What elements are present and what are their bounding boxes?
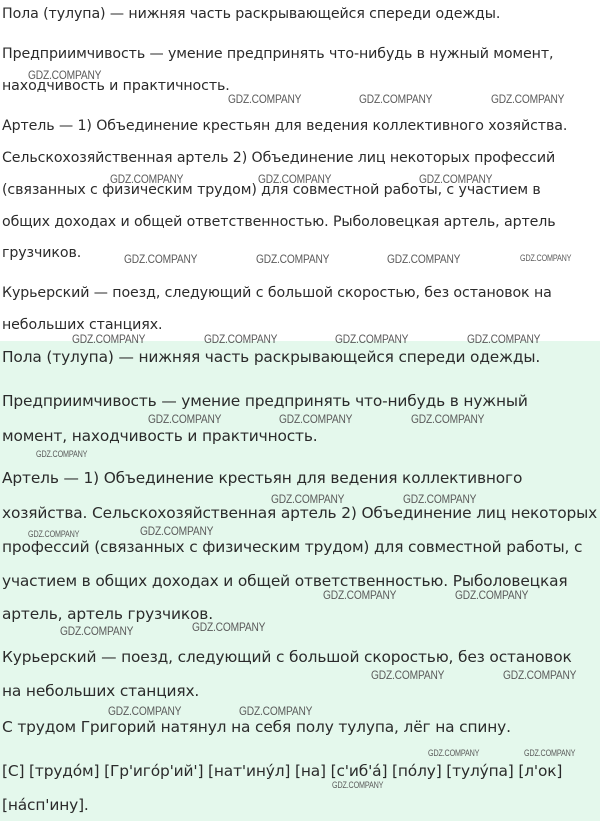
watermark: GDZ.COMPANY	[60, 624, 134, 638]
phonetic-transcription-line: [С] [трудо́м] [Гр'иго́р'ий'] [нат'ину́л] [на] [с'иб'а́] [по́лу] [тулу́па] [л'ок]	[2, 762, 563, 780]
watermark: GDZ.COMPANY	[108, 704, 182, 718]
watermark: GDZ.COMPANY	[36, 449, 88, 459]
text-line: небольших станциях.	[2, 317, 163, 333]
watermark: GDZ.COMPANY	[323, 588, 397, 602]
text-line: грузчиков.	[2, 245, 82, 261]
watermark: GDZ.COMPANY	[403, 492, 477, 506]
text-line: Пола (тулупа) — нижняя часть раскрывающейся спереди одежды.	[2, 6, 501, 22]
watermark: GDZ.COMPANY	[256, 252, 330, 266]
text-line: Артель — 1) Объединение крестьян для ведения коллективного хозяйства.	[2, 118, 568, 134]
watermark: GDZ.COMPANY	[239, 704, 313, 718]
watermark: GDZ.COMPANY	[271, 492, 345, 506]
watermark: GDZ.COMPANY	[428, 748, 480, 758]
text-line: (связанных с физическим трудом) для совместной работы, с участием в	[2, 182, 541, 198]
text-line: Пола (тулупа) — нижняя часть раскрывающейся спереди одежды.	[2, 348, 541, 366]
text-line: Артель — 1) Объединение крестьян для ведения коллективного	[2, 469, 523, 487]
watermark: GDZ.COMPANY	[419, 172, 493, 186]
watermark: GDZ.COMPANY	[455, 588, 529, 602]
watermark: GDZ.COMPANY	[411, 412, 485, 426]
watermark: GDZ.COMPANY	[124, 252, 198, 266]
text-line: Предприимчивость — умение предпринять что-нибудь в нужный	[2, 392, 528, 410]
watermark: GDZ.COMPANY	[72, 332, 146, 346]
text-line: общих доходах и общей ответственностью. Рыболовецкая артель, артель	[2, 214, 556, 230]
watermark: GDZ.COMPANY	[148, 412, 222, 426]
watermark: GDZ.COMPANY	[387, 252, 461, 266]
text-line: Предприимчивость — умение предпринять что-нибудь в нужный момент,	[2, 46, 554, 62]
watermark: GDZ.COMPANY	[140, 524, 214, 538]
watermark: GDZ.COMPANY	[192, 620, 266, 634]
watermark: GDZ.COMPANY	[520, 253, 572, 263]
watermark: GDZ.COMPANY	[28, 529, 80, 539]
text-line: момент, находчивость и практичность.	[2, 427, 318, 445]
watermark: GDZ.COMPANY	[110, 172, 184, 186]
text-line: участием в общих доходах и общей ответственностью. Рыболовецкая	[2, 572, 568, 590]
text-line: артель, артель грузчиков.	[2, 605, 213, 623]
watermark: GDZ.COMPANY	[258, 172, 332, 186]
text-line: Сельскохозяйственная артель 2) Объединение лиц некоторых профессий	[2, 150, 556, 166]
watermark: GDZ.COMPANY	[28, 68, 102, 82]
text-line: профессий (связанных с физическим трудом) для совместной работы, с	[2, 538, 583, 556]
watermark: GDZ.COMPANY	[359, 92, 433, 106]
watermark: GDZ.COMPANY	[503, 668, 577, 682]
watermark: GDZ.COMPANY	[524, 748, 576, 758]
text-line: Курьерский — поезд, следующий с большой скоростью, без остановок	[2, 648, 572, 666]
watermark: GDZ.COMPANY	[335, 332, 409, 346]
watermark: GDZ.COMPANY	[371, 668, 445, 682]
phonetic-transcription-line: [на́сп'ину].	[2, 796, 89, 814]
watermark: GDZ.COMPANY	[228, 92, 302, 106]
text-line: С трудом Григорий натянул на себя полу тулупа, лёг на спину.	[2, 718, 511, 736]
text-line: хозяйства. Сельскохозяйственная артель 2) Объединение лиц некоторых	[2, 504, 598, 522]
watermark: GDZ.COMPANY	[332, 780, 384, 790]
text-line: находчивость и практичность.	[2, 78, 230, 94]
text-line: Курьерский — поезд, следующий с большой скоростью, без остановок на	[2, 285, 552, 301]
text-line: на небольших станциях.	[2, 682, 200, 700]
watermark: GDZ.COMPANY	[279, 412, 353, 426]
watermark: GDZ.COMPANY	[491, 92, 565, 106]
watermark: GDZ.COMPANY	[467, 332, 541, 346]
watermark: GDZ.COMPANY	[204, 332, 278, 346]
